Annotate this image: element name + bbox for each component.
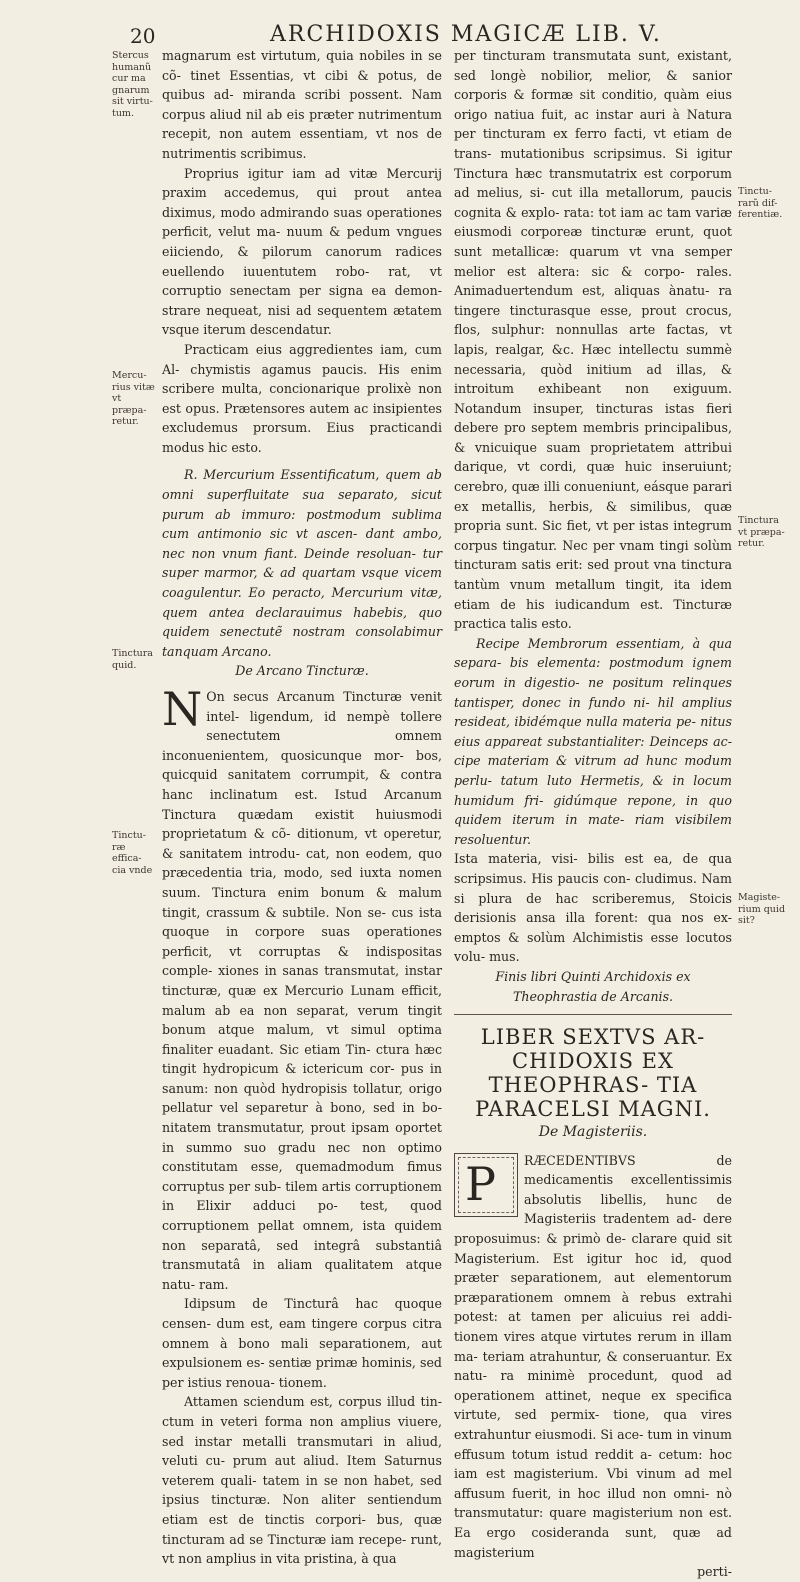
paragraph: Ista materia, visi- bilis est ea, de qua scripsimus. His paucis con- cludimus. Nam si plura de hac scriberemus, Stoicis derisionis ansa illa forent: qua nos ex- emptos & solùm Alchimistis esse locutos volu- mus. — [454, 851, 732, 965]
margin-note-tinctura-quid: Tinctura quid. — [112, 648, 153, 671]
paragraph: Idipsum de Tincturâ hac quoque censen- dum est, eam tingere corpus citra omnem à bono mali separationem, aut expulsionem es- sentiæ primæ hominis, sed per istius renoua- tionem. — [162, 1296, 442, 1390]
right-column — [454, 46, 732, 1582]
left-column — [162, 46, 442, 1569]
drop-cap: N — [162, 682, 203, 736]
margin-note-mercurius: Mercu- rius vitæ vt præpa- retur. — [112, 370, 155, 427]
tinctura-section — [162, 682, 442, 1294]
margin-note-tinctura-praeparetur: Tinctura vt præpa- retur. — [738, 515, 785, 549]
paragraph: Proprius igitur iam ad vitæ Mercurij praxim accedemus, qui prout antea diximus, modo admirando suas operationes perficit, velut ma- nuum & pedum vngues eiiciendo, & pilorum canorum radices euellendo iuuentutem robo- rat, vt corruptio senectam per signa ea demon- strare nequeat, nisi ad sequentem ætatem vsque iterum descendatur. — [162, 165, 442, 338]
paragraph: RÆCEDENTIBVS de medicamentis excellentissimis absolutis libellis, hunc de Magisteriis tradentem ad- dere proposuimus: & primò de- clarare quid sit Magisterium. Est igitur hoc id, quod præter separationem, aut elementorum præparationem omnem à rebus extrahi potest: at tamen per alicuius rei addi- tionem vires atque virtutes rerum in illam ma- teriam atrahuntur, & conseruantur. Ex natu- ra minimè procedunt, quod ad operationem attinet, neque ex specifica virtute, sed permix- tione, qua vires extrahuntur eiusmodi. Si ace- tum in vinum effusum totum istud reddit a- cetum: hoc iam est magisterium. Vbi vinum ad mel affusum fuerit, in hoc illud non omni- nò transmutatur: quare magisterium non est. Ea ergo cosideranda sunt, quæ ad magisterium — [454, 1152, 732, 1560]
margin-note-magisterium: Magiste- rium quid sit? — [738, 892, 786, 926]
running-title: ARCHIDOXIS MAGICÆ LIB. V. — [270, 22, 662, 47]
margin-note-stercus: Stercus humanũ cur ma gnarum sit virtu- tum. — [112, 50, 153, 119]
divider — [454, 1014, 732, 1015]
page-header — [130, 18, 740, 48]
book-title: LIBER SEXTVS AR- CHIDOXIS EX THEOPHRAS- TIA PARACELSI MAGNI. — [475, 1025, 711, 1122]
paragraph: Practicam eius aggredientes iam, cum Al- chymistis agamus paucis. His enim scribere multa, concionarique prolixè non est opus. Prætensores autem ac insipientes excludemus prorsum. Eius practicandi modus hic esto. — [162, 341, 442, 455]
ornamental-initial: P — [454, 1153, 518, 1217]
paragraph: Attamen sciendum est, corpus illud tin- ctum in veteri forma non amplius viuere, sed instar metalli transmutari in aliud, veluti cu- prum aut aliud. Item Saturnus veterem quali- tatem in se non habet, sed ipsius tincturæ. Non aliter sentiendum etiam est de tinctis corpori- bus, quæ tincturam ad se Tincturæ iam recepe- runt, vt non amplius in vita pristina, à qua — [162, 1394, 442, 1567]
section-heading: De Arcano Tincturæ. — [235, 663, 369, 679]
recipe-paragraph: R. Mercurium Essentificatum, quem ab omni superfluitate sua separato, sicut purum ab immuro: postmodum sublima cum antimonio sic vt ascen- dant ambo, nec non vnum fiant. Deinde resoluan- tur super marmor, & ad quartam vsque vicem coagulentur. Eo peracto, Mercurium vitæ, quem antea declarauimus habebis, quo quidem senectutẽ nostram consolabimur tanquam Arcano. — [162, 467, 442, 659]
book-end-note: Finis libri Quinti Archidoxis ex Theophrastia de Arcanis. — [495, 968, 691, 1004]
paragraph: magnarum est virtutum, quia nobiles in se cõ- tinet Essentias, vt cibi & potus, de quibus ad- miranda scribi possent. Nam corpus aliud nil ab eis præter nutrimentum recepit, non autem essentiam, vt nos de nutrimentis scribimus. — [162, 48, 442, 161]
page-number: 20 — [130, 24, 156, 48]
paragraph: On secus Arcanum Tincturæ venit intel- ligendum, id nempè tollere senectutem omnem inconuenientem, quosicunque mor- bos, quicquid sanitatem corrumpit, & contra hanc inclinatum est. Istud Arcanum Tinctura quædam existit huiusmodi proprietatum & cõ- ditionum, vt operetur, & sanitatem introdu- cat, non eodem, quo præcedentia tria, modo, sed iuxta nomen suum. Tinctura enim bonum & malum tingit, crassum & subtile. Non se- cus ista quoque in corpore suas operationes perficit, vt corruptas & indispositas comple- xiones in sanas transmutat, instar tincturæ, quæ ex Mercurio Lunam efficit, malum ab ea non separat, verum tingit bonum atque malum, vt simul optima finaliter euadant. Sic etiam Tin- ctura hæc tingit hydropicum & ictericum cor- pus in sanum: non quòd hydropisis tollatur, origo pellatur vel separetur à bono, sed in bo- nitatem transmutatur, prout ipsam oportet in summo suo gradu nec non optimo constitutam esse, quemadmodum fimus corruptus per sub- tilem artis corruptionem in Elixir adduci po- test, quod corruptionem pellat omnem, ista quidem non separatâ, sed integrâ substantiâ transmutatâ in aliam qualitatem atque natu- ram. — [162, 689, 442, 1292]
magisterium-section — [454, 1151, 732, 1562]
section-heading: De Magisteriis. — [538, 1124, 648, 1141]
margin-note-tincturae-efficacia: Tinctu- ræ effica- cia vnde — [112, 830, 153, 876]
margin-note-tincturarum: Tinctu- rarũ dif- ferentiæ. — [738, 186, 783, 220]
paragraph: per tincturam transmutata sunt, existant, sed longè nobilior, melior, & sanior corporis & formæ sit conditio, quàm eius origo natiua fuit, ac instar auri à Natura per tincturam ex ferro facti, vt etiam de trans- mutationibus scripsimus. Si igitur Tinctura hæc transmutatrix est corporum ad melius, si- cut illa metallorum, paucis cognita & explo- rata: tot iam ac tam variæ eiusmodi corporeæ tincturæ erunt, quot sunt metallicæ: quarum vt vna semper melior est altera: sic & corpo- rales. Animaduertendum est, aliquas ànatu- ra tingere tincturasque esse, prout crocus, flos, sulphur: nonnullas arte factas, vt lapis, realgar, &c. Hæc intellectu summè necessaria, quòd initium ad illas, & introitum exhibeant non exiguum. Notandum insuper, tincturas istas fieri debere pro septem membris principalibus, & vnicuique suam proprietatem attribui darique, vt cordi, quæ huic inseruiunt; cerebro, quæ illi conueniunt, eásque parari ex metallis, herbis, & similibus, quæ propria sunt. Sic fiet, vt per istas integrum corpus tingatur. Nec per vnam tingi solùm tincturam satis erit: sed prout vna tinctura tantùm vnum metallum tingit, ita idem etiam de his iudicandum est. Tincturæ practica talis esto. — [454, 48, 732, 632]
catchword: perti- — [697, 1564, 732, 1580]
recipe-paragraph: Recipe Membrorum essentiam, à qua separa- bis elementa: postmodum ignem eorum in digestio- ne positum relinques tantisper, donec in fundo ni- hil amplius resideat, ibidémque nulla materia pe- nitus eius appareat substantialiter: Deinceps ac- cipe materiam & vitrum ad hunc modum perlu- tatum luto Hermetis, & in locum humidum fri- gidúmque repone, in quo quidem iterum in mate- riam visibilem resoluentur. — [454, 635, 732, 847]
